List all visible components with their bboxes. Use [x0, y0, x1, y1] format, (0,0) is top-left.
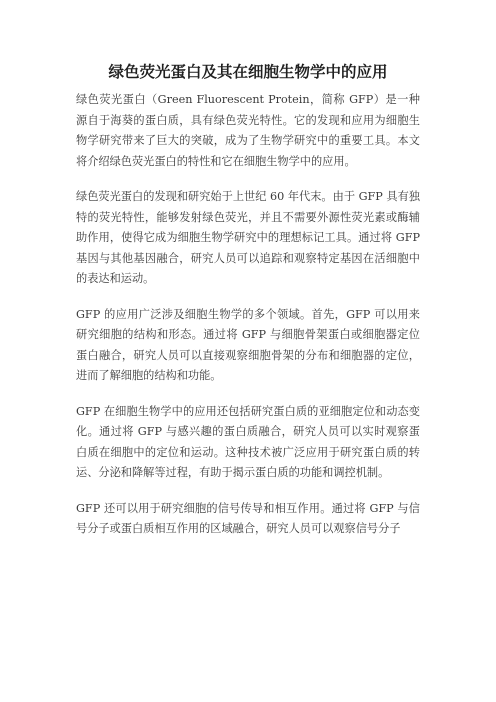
- paragraph-4: GFP 在细胞生物学中的应用还包括研究蛋白质的亚细胞定位和动态变化。通过将 GFP 与感兴趣的蛋白质融合，研究人员可以实时观察蛋白质在细胞中的定位和运动。这种技术被广泛应用于研究蛋白质的转运、分泌和降解等过程，有助于揭示蛋白质的功能和调控机制。: [76, 404, 420, 479]
- paragraph-1: 绿色荧光蛋白（Green Fluorescent Protein，简称 GFP）是一种源自于海葵的蛋白质，具有绿色荧光特性。它的发现和应用为细胞生物学研究带来了巨大的突破，成为了生物学研究中的重要工具。本文将介绍绿色荧光蛋白的特性和它在细胞生物学中的应用。: [76, 93, 420, 168]
- paragraph-5: GFP 还可以用于研究细胞的信号传导和相互作用。通过将 GFP 与信号分子或蛋白质相互作用的区域融合，研究人员可以观察信号分子: [76, 501, 420, 535]
- document-title: 绿色荧光蛋白及其在细胞生物学中的应用: [108, 63, 388, 81]
- paragraph-3: GFP 的应用广泛涉及细胞生物学的多个领域。首先，GFP 可以用来研究细胞的结构和形态。通过将 GFP 与细胞骨架蛋白或细胞器定位蛋白融合，研究人员可以直接观察细胞骨架的分布和细胞器的定位，进而了解细胞的结构和功能。: [76, 307, 420, 382]
- paragraph-2: 绿色荧光蛋白的发现和研究始于上世纪 60 年代末。由于 GFP 具有独特的荧光特性，能够发射绿色荧光，并且不需要外源性荧光素或酶辅助作用，使得它成为细胞生物学研究中的理想标记工具。通过将 GFP 基因与其他基因融合，研究人员可以追踪和观察特定基因在活细胞中的表达和运动。: [76, 190, 420, 285]
